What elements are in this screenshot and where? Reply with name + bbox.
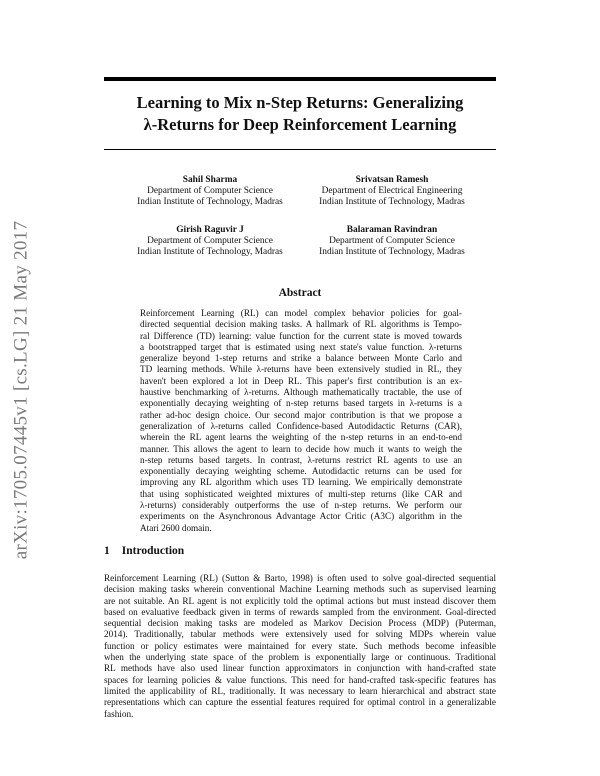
abstract-line: haven't been explored a lot in Deep RL. This paper's first contribution is an ex-	[140, 375, 462, 386]
abstract-line: that using sophisticated weighted mixtures of multi-step returns (like CAR and	[140, 488, 462, 499]
author-name: Sahil Sharma	[182, 175, 238, 185]
arxiv-stamp-text: arXiv:1705.07445v1 [cs.LG] 21 May 2017	[10, 220, 32, 560]
author-institution: Indian Institute of Technology, Madras	[319, 197, 465, 207]
section-number: 1	[104, 545, 110, 557]
author-name: Srivatsan Ramesh	[355, 175, 429, 185]
body-line: decision making tasks wherein conventional Machine Learning methods such as supervised learning	[104, 584, 496, 595]
title-rule-bottom	[104, 149, 496, 150]
author-department: Department of Computer Science	[147, 186, 273, 196]
abstract-line: Reinforcement Learning (RL) can model complex behavior policies for goal-	[140, 308, 462, 318]
author-department: Department of Electrical Engineering	[321, 186, 463, 196]
abstract-line: exponentially decaying weighting of n-step returns based targets in λ-returns is a	[140, 398, 462, 409]
author-department: Department of Computer Science	[147, 236, 273, 246]
body-line: limited the applicability of RL, traditionally. It was necessary to learn hierarchical and abstract state	[104, 685, 496, 696]
author-department: Department of Computer Science	[329, 236, 455, 246]
introduction-body	[104, 573, 496, 720]
abstract-line: exponentially decaying weighting scheme. Autodidactic returns can be used for	[140, 466, 462, 477]
abstract-line: wherein the RL agent learns the weighting of the n-step returns in an end-to-end	[140, 432, 462, 443]
section-title: Introduction	[121, 545, 185, 557]
title-line: Learning to Mix n-Step Returns: Generalizing	[136, 93, 464, 112]
abstract-line: improving any RL algorithm which uses TD learning. We empirically demonstrate	[140, 477, 462, 488]
body-line: are not suitable. An RL agent is not explicitly told the optimal actions but must instead discover them	[104, 595, 496, 606]
abstract-line: a bootstrapped target that is estimated using next state's value function. λ-returns	[140, 341, 462, 352]
abstract-line: n-step returns based targets. In contrast, λ-returns restrict RL agents to use an	[140, 454, 462, 465]
author-institution: Indian Institute of Technology, Madras	[319, 247, 465, 257]
author-block	[120, 175, 300, 208]
body-line: fashion.	[104, 708, 134, 719]
body-line: based on evaluative feedback given in terms of rewards sampled from the environment. Goal-directed	[104, 606, 496, 617]
abstract-line: generalize beyond 1-step returns and strike a balance between Monte Carlo and	[140, 353, 462, 364]
abstract-line: ral Difference (TD) learning: value function for the current state is moved towards	[140, 330, 462, 341]
arxiv-stamp	[6, 205, 36, 575]
abstract-heading: Abstract	[278, 287, 322, 299]
body-line: RL methods have also used linear function approximators in conjunction with hand-crafted state	[104, 663, 496, 674]
abstract-line: rather ad-hoc design choice. Our second major contribution is that we propose a	[140, 409, 462, 420]
author-name: Girish Raguvir J	[176, 225, 244, 235]
author-block	[120, 225, 300, 258]
abstract-line: λ-returns) considerably outperforms the use of n-step returns. We perform our	[140, 500, 462, 511]
body-line: when the underlying state space of the problem is exponentially large or continuous. Traditional	[104, 652, 496, 663]
abstract-line: directed sequential decision making tasks. A hallmark of RL algorithms is Tempo-	[140, 319, 462, 330]
body-line: Reinforcement Learning (RL) (Sutton & Barto, 1998) is often used to solve goal-directed sequential	[104, 573, 496, 583]
abstract-line: experiments on the Asynchronous Advantage Actor Critic (A3C) algorithm in the	[140, 511, 462, 522]
abstract-line: haustive benchmarking of λ-returns. Although mathematically tractable, the use of	[140, 387, 462, 398]
body-line: 2014). Traditionally, tabular methods were extensively used for solving MDPs wherein value	[104, 629, 496, 640]
abstract-line: Atari 2600 domain.	[140, 522, 212, 533]
author-institution: Indian Institute of Technology, Madras	[137, 247, 283, 257]
body-line: function or policy estimates were maintained for every state. Such methods become infeasible	[104, 640, 496, 651]
abstract-line: manner. This allows the agent to learn to decide how much it wants to weigh the	[140, 443, 462, 454]
body-line: spaces for learning policies & value functions. This need for hand-crafted task-specific features has	[104, 674, 496, 685]
title-rule-top	[104, 77, 496, 81]
section-heading-introduction	[104, 545, 184, 557]
abstract-line: generalization of λ-returns called Confidence-based Autodidactic Returns (CAR),	[140, 420, 462, 431]
title-line: λ-Returns for Deep Reinforcement Learning	[143, 115, 457, 134]
author-name: Balaraman Ravindran	[346, 225, 438, 235]
author-block	[302, 175, 482, 208]
abstract-body	[140, 308, 462, 534]
body-line: representations which can capture the essential features required for optimal control in a generalizable	[104, 697, 496, 708]
author-block	[302, 225, 482, 258]
paper-title	[104, 92, 496, 136]
abstract-line: TD learning methods. While λ-returns have been extensively studied in RL, they	[140, 364, 462, 375]
author-institution: Indian Institute of Technology, Madras	[137, 197, 283, 207]
body-line: sequential decision making tasks are modeled as Markov Decision Process (MDP) (Puterman,	[104, 618, 496, 629]
